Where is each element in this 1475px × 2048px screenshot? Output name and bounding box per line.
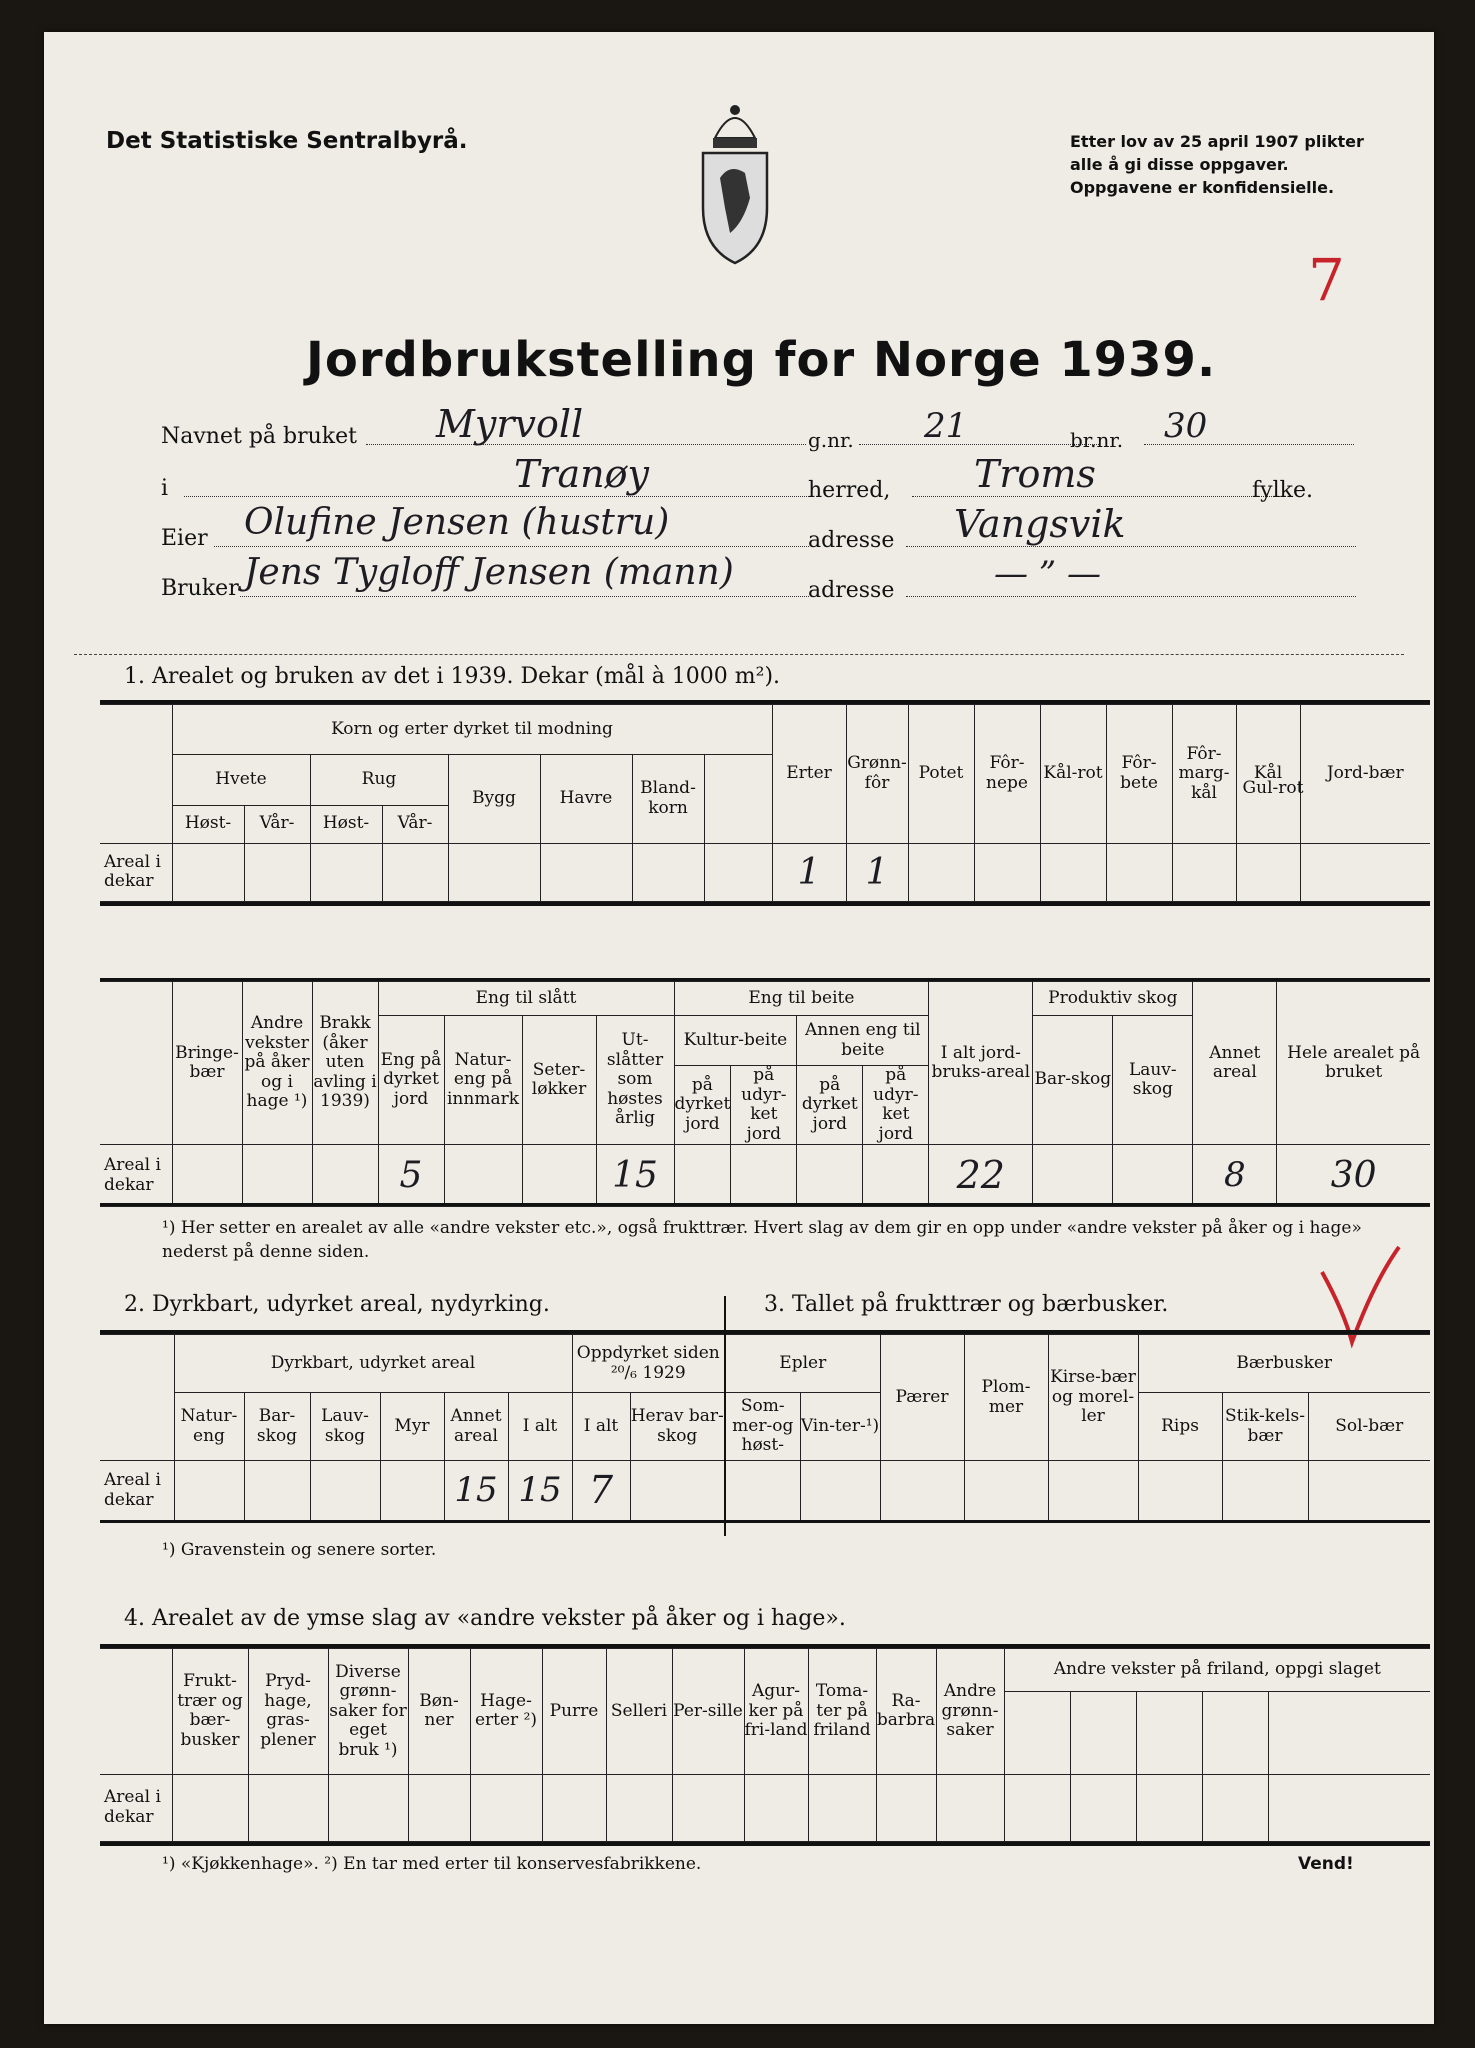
cell-kultur-dyrket[interactable] (674, 1145, 731, 1207)
col-barskog: Bar-skog (244, 1393, 310, 1461)
section-1-table-a (100, 704, 1430, 902)
col-lauvskog: Lauv-skog (310, 1393, 380, 1461)
fylke-label: fylke. (1252, 478, 1313, 503)
col-stikkelsbaer: Stik-kels-bær (1222, 1393, 1308, 1461)
cell-gronnfor[interactable]: 1 (772, 843, 846, 901)
bruker-adresse-value[interactable]: — ” — (994, 554, 1101, 594)
col-kirsebaer: Kirse-bær og morel-ler (1048, 1335, 1138, 1461)
col-jordbaer: Jord-bær (1300, 705, 1430, 844)
korn-header: Korn og erter dyrket til modning (172, 705, 772, 755)
cell-natureng[interactable] (174, 1461, 244, 1521)
cell-oppdyrket[interactable]: 7 (572, 1461, 630, 1521)
col-natureng: Natur-eng (174, 1393, 244, 1461)
col-hele-arealet: Hele arealet på bruket (1277, 982, 1430, 1145)
col-formargkal: Fôr-marg-kål (1172, 705, 1236, 844)
section-1-table-b (100, 981, 1430, 1207)
col-i-alt: I alt (508, 1393, 572, 1461)
bruker-value[interactable]: Jens Tygloff Jensen (mann) (244, 552, 734, 593)
section-4-table (100, 1648, 1430, 1842)
section-1-title: 1. Arealet og bruken av det i 1939. Dekar (mål à 1000 m²). (124, 664, 781, 689)
col-myr: Myr (380, 1393, 444, 1461)
turn-over-note: Vend! (1298, 1854, 1354, 1874)
kultur-pa-dyrket: på dyrket jord (674, 1066, 731, 1145)
cell-i-alt[interactable]: 22 (929, 1145, 1033, 1207)
brnr-label: br.nr. (1070, 428, 1124, 452)
col-brakk: Brakk (åker uten avling i 1939) (312, 982, 378, 1145)
cell-eng-dyrket[interactable]: 5 (378, 1145, 444, 1207)
legal-line-2: alle å gi disse oppgaver. (1070, 155, 1289, 174)
table-row (100, 1145, 1430, 1207)
col-frukttraer: Frukt-trær og bær-busker (172, 1649, 248, 1775)
cell-agurker[interactable] (744, 1774, 808, 1841)
cell-hvete-host[interactable] (172, 843, 244, 901)
col-tomater: Toma-ter på friland (808, 1649, 876, 1775)
section-4-title: 4. Arealet av de ymse slag av «andre vekster på åker og i hage». (124, 1606, 846, 1631)
section-3-title: 3. Tallet på frukttrær og bærbusker. (764, 1292, 1169, 1317)
legal-line-1: Etter lov av 25 april 1907 plikter (1070, 132, 1364, 151)
cell-selleri[interactable] (606, 1774, 672, 1841)
legal-line-3: Oppgavene er konfidensielle. (1070, 178, 1335, 197)
epler-header: Epler (726, 1335, 880, 1393)
cell-kal[interactable] (1172, 843, 1236, 901)
form-page (44, 32, 1434, 2024)
row-label: Areal i dekar (100, 843, 172, 901)
divider-dashed (74, 654, 1404, 655)
coat-of-arms-emblem (695, 98, 775, 268)
section-4-footnote: ¹) «Kjøkkenhage». ²) En tar med erter til konservesfabrikkene. (162, 1854, 702, 1874)
cell-rips[interactable] (1138, 1461, 1222, 1521)
table-row (100, 1461, 724, 1521)
cell-erter[interactable] (704, 843, 772, 901)
cell-annen-dyrket[interactable] (797, 1145, 863, 1207)
cell-friland-3[interactable] (1136, 1774, 1202, 1841)
cell-lauvskog[interactable] (1113, 1145, 1193, 1207)
cell-plommer[interactable] (964, 1461, 1048, 1521)
col-blandkorn: Bland-korn (632, 755, 704, 843)
cell-vinter[interactable] (800, 1461, 880, 1521)
fylke-value[interactable]: Troms (974, 452, 1096, 496)
col-hageerter: Hage-erter ²) (470, 1649, 542, 1775)
cell-gulrot[interactable] (1236, 843, 1300, 901)
cell-hele-arealet[interactable]: 30 (1277, 1145, 1430, 1207)
cell-barskog[interactable] (1033, 1145, 1113, 1207)
cell-rug-host[interactable] (310, 843, 382, 901)
cell-purre[interactable] (542, 1774, 606, 1841)
rug-header: Rug (310, 755, 448, 805)
margin-number: 7 (1308, 246, 1345, 314)
col-sommer-host: Som-mer-og høst- (726, 1393, 800, 1461)
cell-formargkal[interactable] (1106, 843, 1172, 901)
eng-beite-header: Eng til beite (674, 982, 929, 1016)
herred-label: herred, (808, 478, 891, 503)
col-bringebaer: Bringe-bær (172, 982, 242, 1145)
bruker-label: Bruker (161, 576, 239, 601)
col-gronnfor: Grønn-fôr (846, 705, 908, 844)
col-utslatter: Ut-slåtter som høstes årlig (596, 1016, 674, 1145)
col-agurker: Agur-ker på fri-land (744, 1649, 808, 1775)
col-bonner: Bøn-ner (408, 1649, 470, 1775)
hvete-header: Hvete (172, 755, 310, 805)
col-annet-areal: Annet areal (1193, 982, 1277, 1145)
cell-natureng[interactable] (444, 1145, 522, 1207)
cell-friland-2[interactable] (1070, 1774, 1136, 1841)
cell-andre-vekster[interactable] (242, 1145, 312, 1207)
dyrkbart-header: Dyrkbart, udyrket areal (174, 1335, 572, 1393)
cell-friland-5[interactable] (1268, 1774, 1430, 1841)
cell-paerer[interactable] (880, 1461, 964, 1521)
rug-var: Vår- (382, 805, 448, 843)
col-solbaer: Sol-bær (1308, 1393, 1430, 1461)
cell-annen-udyrket[interactable] (863, 1145, 929, 1207)
row-label: Areal i dekar (100, 1774, 172, 1841)
agency-name: Det Statistiske Sentralbyrå. (106, 128, 468, 154)
legal-notice (1070, 130, 1364, 199)
hvete-host: Høst- (172, 805, 244, 843)
cell-frukttraer[interactable] (172, 1774, 248, 1841)
col-paerer: Pærer (880, 1335, 964, 1461)
cell-hvete-var[interactable] (244, 843, 310, 901)
cell-annet-areal[interactable]: 15 (444, 1461, 508, 1521)
cell-myr[interactable] (380, 1461, 444, 1521)
cell-havre[interactable] (540, 843, 632, 901)
produktiv-skog-header: Produktiv skog (1033, 982, 1193, 1016)
col-forbete: Fôr-bete (1106, 705, 1172, 844)
i-label: i (161, 476, 169, 501)
eng-slatt-header: Eng til slått (378, 982, 674, 1016)
cell-kalrot[interactable] (974, 843, 1040, 901)
herred-value[interactable]: Tranøy (514, 452, 649, 496)
eier-adresse-label: adresse (808, 528, 895, 553)
hvete-var: Vår- (244, 805, 310, 843)
col-gulrot-label: Gul-rot (1242, 778, 1304, 798)
col-eng-dyrket: Eng på dyrket jord (378, 1016, 444, 1145)
cell-bygg[interactable] (448, 843, 540, 901)
cell-lauvskog[interactable] (310, 1461, 380, 1521)
eier-label: Eier (161, 526, 208, 551)
eier-value[interactable]: Olufine Jensen (hustru) (244, 502, 670, 543)
form-title: Jordbrukstelling for Norge 1939. (306, 332, 1217, 388)
rug-host: Høst- (310, 805, 382, 843)
eier-adresse-value[interactable]: Vangsvik (954, 502, 1126, 546)
cell-kirsebaer[interactable] (1048, 1461, 1138, 1521)
col-oppdyrket-i-alt: I alt (572, 1393, 630, 1461)
cell-annet-areal[interactable]: 8 (1193, 1145, 1277, 1207)
col-kal: Kål (1236, 705, 1300, 844)
cell-bonner[interactable] (408, 1774, 470, 1841)
gnr-label: g.nr. (808, 428, 854, 452)
cell-bringebaer[interactable] (172, 1145, 242, 1207)
kultur-pa-udyrket: på udyr-ket jord (731, 1066, 797, 1145)
col-bygg: Bygg (448, 755, 540, 843)
col-potet: Potet (908, 705, 974, 844)
col-seterlokker: Seter-løkker (522, 1016, 596, 1145)
oppdyrket-header: Oppdyrket siden ²⁰/₆ 1929 (572, 1335, 724, 1393)
cell-kultur-udyrket[interactable] (731, 1145, 797, 1207)
cell-friland-1[interactable] (1004, 1774, 1070, 1841)
col-prydhage: Pryd-hage, gras-plener (248, 1649, 328, 1775)
annen-pa-udyrket: på udyr-ket jord (863, 1066, 929, 1145)
section-1-footnote: ¹) Her setter en arealet av alle «andre vekster etc.», også frukttrær. Hvert slag av dem gir en opp under «andre vekster på åker og i hage» nederst på denne siden. (162, 1218, 1362, 1262)
cell-potet[interactable]: 1 (846, 843, 908, 901)
cell-herav-barskog[interactable] (630, 1461, 724, 1521)
cell-brakk[interactable] (312, 1145, 378, 1207)
col-kalrot: Kål-rot (1040, 705, 1106, 844)
col-havre: Havre (540, 755, 632, 843)
col-fornepe: Fôr-nepe (974, 705, 1040, 844)
col-erter: Erter (772, 705, 846, 844)
baerbusker-header: Bærbusker (1138, 1335, 1430, 1393)
col-plommer: Plom-mer (964, 1335, 1048, 1461)
section-2-title: 2. Dyrkbart, udyrket areal, nydyrking. (124, 1292, 550, 1317)
cell-i-alt[interactable]: 15 (508, 1461, 572, 1521)
col-selleri: Selleri (606, 1649, 672, 1775)
col-persille: Per-sille (672, 1649, 744, 1775)
col-rabarbra: Ra-barbra (876, 1649, 936, 1775)
cell-andre[interactable] (936, 1774, 1004, 1841)
table-row (100, 843, 1430, 901)
cell-rabarbra[interactable] (876, 1774, 936, 1841)
col-herav-barskog: Herav bar-skog (630, 1393, 724, 1461)
section-3-table (726, 1334, 1430, 1521)
col-i-alt-jordbruk: I alt jord-bruks-areal (929, 982, 1033, 1145)
gnr-value[interactable]: 21 (924, 406, 968, 446)
bruker-adresse-label: adresse (808, 578, 895, 603)
andre-friland-header: Andre vekster på friland, oppgi slaget (1004, 1649, 1430, 1692)
col-barskog: Bar-skog (1033, 1016, 1113, 1145)
cell-seterlokker[interactable] (522, 1145, 596, 1207)
col-diverse-gronnsaker: Diverse grønn-saker for eget bruk ¹) (328, 1649, 408, 1775)
cell-friland-4[interactable] (1202, 1774, 1268, 1841)
cell-stikkelsbaer[interactable] (1222, 1461, 1308, 1521)
row-label: Areal i dekar (100, 1145, 172, 1207)
col-andre-vekster: Andre vekster på åker og i hage ¹) (242, 982, 312, 1145)
col-andre-gronnsaker: Andre grønn-saker (936, 1649, 1004, 1775)
table-row (726, 1461, 1430, 1521)
col-annet-areal: Annet areal (444, 1393, 508, 1461)
section-2-footnote: ¹) Gravenstein og senere sorter. (162, 1540, 437, 1560)
cell-diverse[interactable] (328, 1774, 408, 1841)
cell-prydhage[interactable] (248, 1774, 328, 1841)
cell-blandkorn[interactable] (632, 843, 704, 901)
cell-rug-var[interactable] (382, 843, 448, 901)
cell-hageerter[interactable] (470, 1774, 542, 1841)
row-label: Areal i dekar (100, 1461, 174, 1521)
annen-eng-header: Annen eng til beite (797, 1016, 929, 1066)
col-natureng: Natur-eng på innmark (444, 1016, 522, 1145)
cell-utslatter[interactable]: 15 (596, 1145, 674, 1207)
table-row (100, 1774, 1430, 1841)
brnr-value[interactable]: 30 (1164, 406, 1208, 446)
cell-jordbaer[interactable] (1300, 843, 1430, 901)
farm-name-value[interactable]: Myrvoll (436, 402, 584, 446)
cell-fornepe[interactable] (908, 843, 974, 901)
cell-forbete[interactable] (1040, 843, 1106, 901)
farm-name-label: Navnet på bruket (161, 424, 357, 449)
kulturbeite-header: Kultur-beite (674, 1016, 797, 1066)
col-rips: Rips (1138, 1393, 1222, 1461)
cell-solbaer[interactable] (1308, 1461, 1430, 1521)
section-2-table (100, 1334, 724, 1521)
col-vinter: Vin-ter-¹) (800, 1393, 880, 1461)
cell-barskog[interactable] (244, 1461, 310, 1521)
col-lauvskog: Lauv-skog (1113, 1016, 1193, 1145)
cell-persille[interactable] (672, 1774, 744, 1841)
cell-tomater[interactable] (808, 1774, 876, 1841)
annen-pa-dyrket: på dyrket jord (797, 1066, 863, 1145)
cell-sommer-host[interactable] (726, 1461, 800, 1521)
col-purre: Purre (542, 1649, 606, 1775)
